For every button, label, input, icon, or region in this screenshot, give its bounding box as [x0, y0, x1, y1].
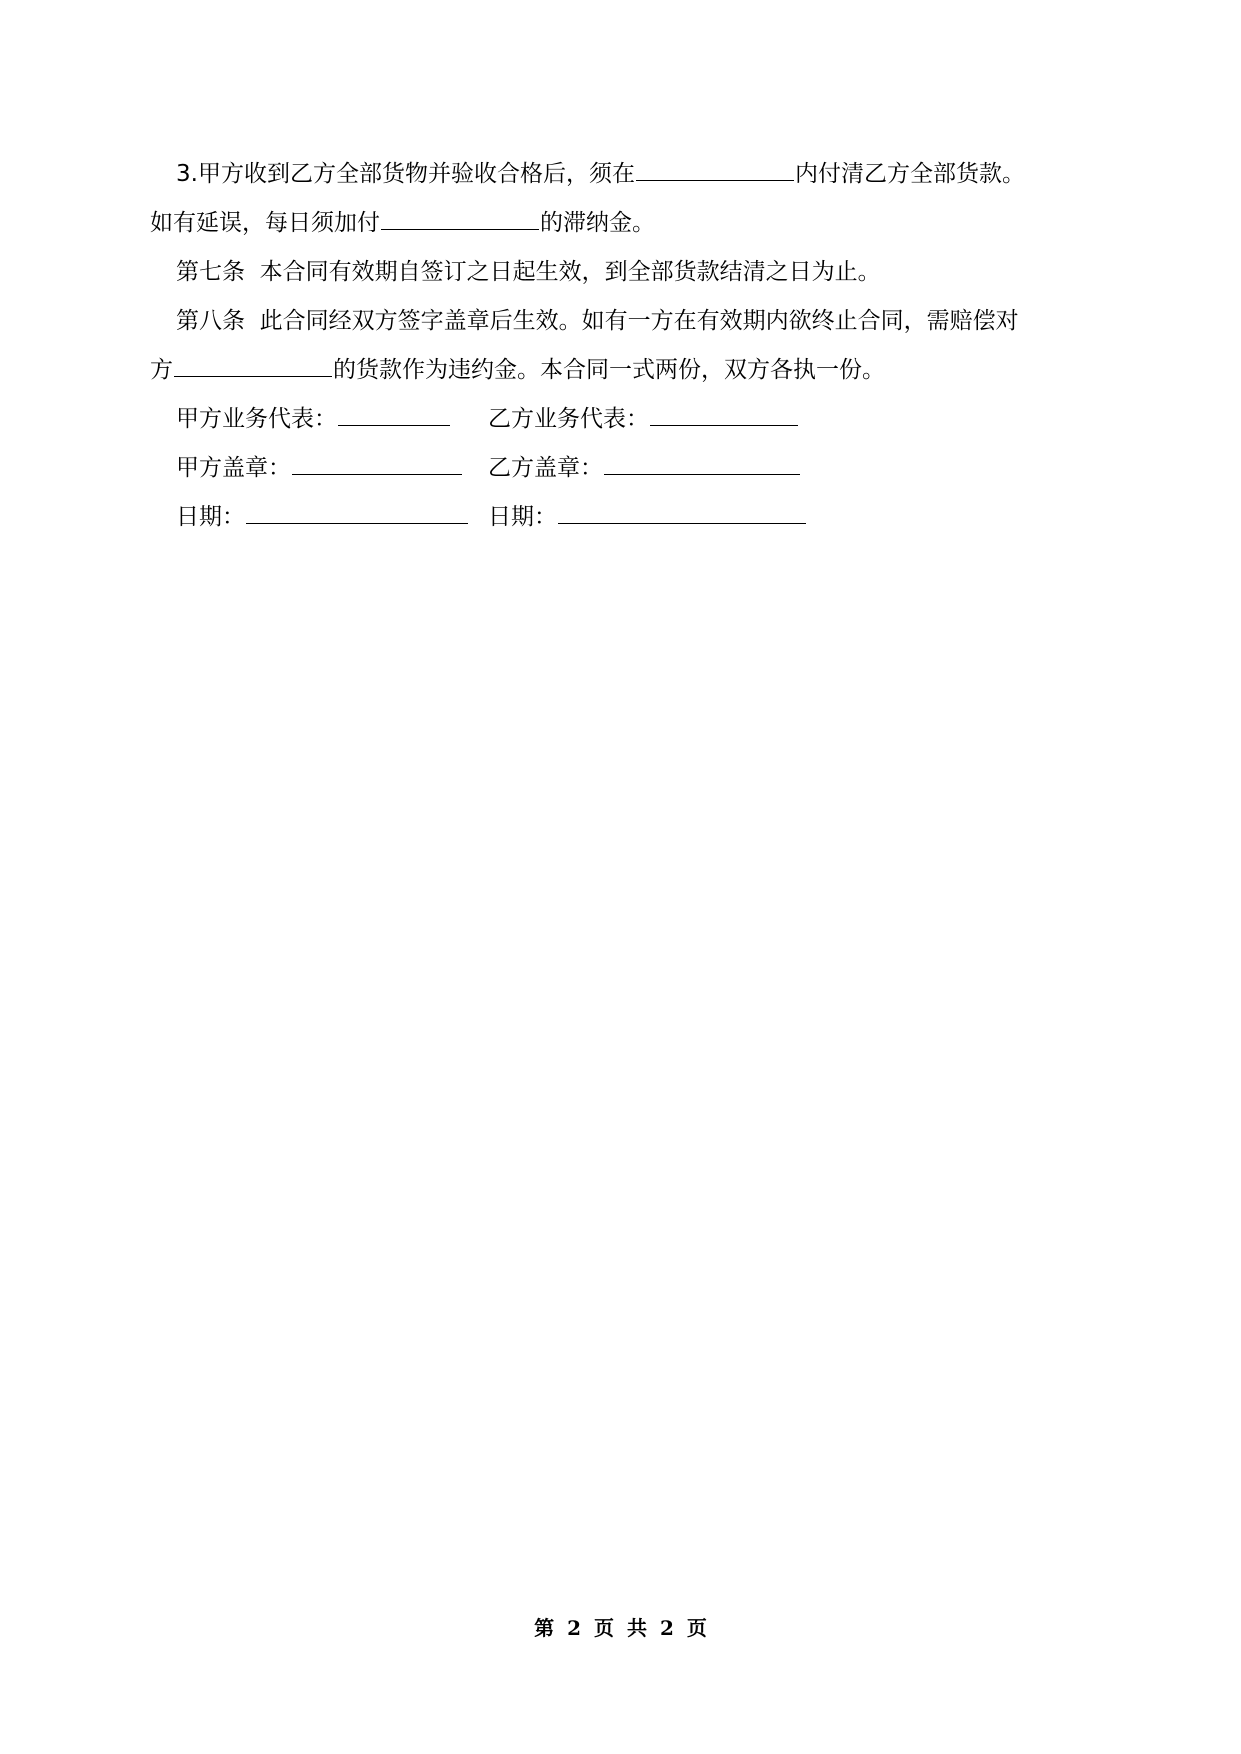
late-fee-blank [381, 199, 539, 230]
party-b-rep-blank [650, 395, 798, 426]
party-a-seal-row [176, 444, 463, 493]
date-b-blank [558, 493, 806, 524]
article-8-text: 方 [150, 357, 173, 383]
payment-clause-text-end: 内付清乙方全部货款。 [794, 161, 1025, 187]
payment-clause-text: 3.甲方收到乙方全部货物并验收合格后，须在 [176, 161, 635, 187]
payment-clause-line1 [176, 150, 1025, 199]
penalty-amount-blank [174, 346, 332, 377]
article-8-line2 [150, 346, 885, 395]
party-b-rep-row [488, 395, 799, 444]
late-fee-text: 如有延误，每日须加付 [150, 210, 380, 236]
date-b-label: 日期： [488, 504, 557, 530]
article-7: 第七条 本合同有效期自签订之日起生效，到全部货款结清之日为止。 [176, 259, 881, 285]
party-b-seal-blank [604, 444, 800, 475]
date-a-blank [246, 493, 468, 524]
party-a-rep-blank [338, 395, 450, 426]
payment-period-blank [636, 150, 794, 181]
party-b-rep-label: 乙方业务代表： [488, 406, 649, 432]
late-fee-text-end: 的滞纳金。 [540, 210, 655, 236]
date-a-label: 日期： [176, 504, 245, 530]
party-a-rep-row [176, 395, 451, 444]
article-8-text-end: 的货款作为违约金。本合同一式两份，双方各执一份。 [333, 357, 885, 383]
date-a-row [176, 493, 469, 542]
party-a-rep-label: 甲方业务代表： [176, 406, 337, 432]
party-b-seal-label: 乙方盖章： [488, 455, 603, 481]
page-footer: 第 2 页 共 2 页 [534, 1616, 707, 1640]
article-8-line1: 第八条 此合同经双方签字盖章后生效。如有一方在有效期内欲终止合同，需赔偿对 [176, 308, 1019, 334]
payment-clause-line2 [150, 199, 655, 248]
party-b-seal-row [488, 444, 801, 493]
party-a-seal-blank [292, 444, 462, 475]
date-b-row [488, 493, 807, 542]
party-a-seal-label: 甲方盖章： [176, 455, 291, 481]
